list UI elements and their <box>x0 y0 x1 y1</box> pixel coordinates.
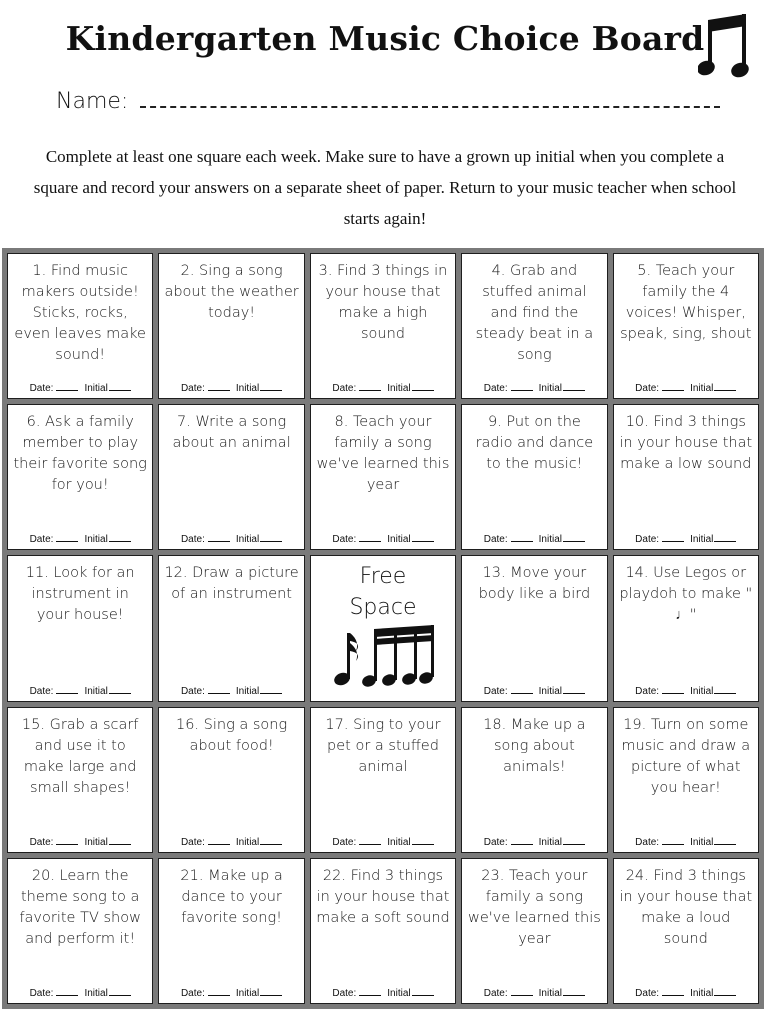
choice-square[interactable] <box>461 555 607 701</box>
initial-label: Initial <box>387 987 411 999</box>
initial-blank[interactable] <box>260 541 282 542</box>
initial-blank[interactable] <box>109 390 131 391</box>
date-initial-line[interactable] <box>613 988 759 999</box>
choice-text: 24. Find 3 things in your house that make a loud sound <box>619 867 753 947</box>
initial-label: Initial <box>84 987 108 999</box>
choice-text: 22. Find 3 things in your house that make a soft sound <box>316 867 450 926</box>
date-label: Date: <box>332 987 357 999</box>
initial-blank[interactable] <box>563 995 585 996</box>
date-blank[interactable] <box>208 541 230 542</box>
date-initial-line[interactable] <box>461 686 607 697</box>
date-initial-line[interactable] <box>7 837 153 848</box>
instructions-text: Complete at least one square each week. Make sure to have a grown up initial when you complete a square and record your answers on a separate sheet of paper. Return to your music teacher when school starts again! <box>33 147 737 228</box>
initial-label: Initial <box>538 987 563 999</box>
initial-blank[interactable] <box>563 844 585 845</box>
initial-blank[interactable] <box>714 995 736 996</box>
choice-square[interactable] <box>7 404 153 550</box>
date-initial-line[interactable] <box>461 534 607 545</box>
choice-text: 19. Turn on some music and draw a picture of what you hear! <box>621 716 751 796</box>
choice-square[interactable] <box>461 253 607 399</box>
date-label: Date: <box>29 383 54 395</box>
choice-text: 1. Find music makers outside! Sticks, rocks, even leaves make sound! <box>14 263 146 363</box>
choice-square[interactable] <box>158 707 304 853</box>
initial-blank[interactable] <box>412 390 434 391</box>
choice-text: 16. Sing a song about food! <box>175 716 288 754</box>
choice-square[interactable] <box>461 404 607 550</box>
initial-label: Initial <box>387 383 411 395</box>
date-blank[interactable] <box>662 541 684 542</box>
choice-text: 9. Put on the radio and dance to the music! <box>475 414 594 473</box>
choice-text: 4. Grab and stuffed animal and find the steady beat in a song <box>475 263 594 363</box>
choice-text: 10. Find 3 things in your house that make a low sound <box>619 414 753 473</box>
initial-label: Initial <box>538 534 563 546</box>
date-label: Date: <box>635 685 660 697</box>
date-initial-line[interactable] <box>310 534 456 545</box>
initial-label: Initial <box>84 383 108 395</box>
initial-label: Initial <box>84 836 108 848</box>
date-initial-line[interactable] <box>461 837 607 848</box>
date-label: Date: <box>29 836 54 848</box>
date-label: Date: <box>180 836 205 848</box>
date-label: Date: <box>29 685 54 697</box>
date-initial-line[interactable] <box>7 383 153 394</box>
date-blank[interactable] <box>511 693 533 694</box>
date-initial-line[interactable] <box>310 837 456 848</box>
free-space-label <box>310 561 456 623</box>
initial-label: Initial <box>387 836 411 848</box>
date-initial-line[interactable] <box>158 837 304 848</box>
choice-text: 12. Draw a picture of an instrument <box>164 565 299 603</box>
choice-text: 2. Sing a song about the weather today! <box>164 263 299 321</box>
choice-square[interactable] <box>613 404 759 550</box>
date-initial-line[interactable] <box>613 837 759 848</box>
initial-label: Initial <box>84 534 108 546</box>
date-blank[interactable] <box>511 844 533 845</box>
choice-text: 5. Teach your family the 4 voices! Whisper, speak, sing, shout <box>620 263 752 342</box>
name-blank-line[interactable] <box>140 106 720 108</box>
date-label: Date: <box>29 534 54 546</box>
free-space-cell[interactable] <box>310 555 456 701</box>
date-initial-line[interactable] <box>461 988 607 999</box>
date-label: Date: <box>180 685 205 697</box>
free-space-line1: Free <box>359 564 407 590</box>
choice-square[interactable] <box>461 858 607 1004</box>
date-label: Date: <box>29 987 54 999</box>
choice-square[interactable] <box>613 858 759 1004</box>
date-label: Date: <box>332 836 357 848</box>
date-label: Date: <box>483 383 508 395</box>
date-initial-line[interactable] <box>310 383 456 394</box>
date-blank[interactable] <box>56 995 78 996</box>
choice-text: 11. Look for an instrument in your house! <box>25 565 135 624</box>
date-blank[interactable] <box>208 390 230 391</box>
choice-square[interactable] <box>613 253 759 399</box>
date-blank[interactable] <box>511 541 533 542</box>
date-blank[interactable] <box>511 995 533 996</box>
initial-blank[interactable] <box>412 844 434 845</box>
choice-text: 15. Grab a scarf and use it to make large and small shapes! <box>21 716 139 796</box>
choice-square[interactable] <box>7 555 153 701</box>
choice-text: 3. Find 3 things in your house that make a high sound <box>318 263 448 342</box>
initial-blank[interactable] <box>714 390 736 391</box>
date-blank[interactable] <box>662 995 684 996</box>
date-blank[interactable] <box>208 844 230 845</box>
beamed-eighth-notes-icon <box>698 14 754 82</box>
initial-blank[interactable] <box>109 995 131 996</box>
date-label: Date: <box>635 987 660 999</box>
choice-text: 18. Make up a song about animals! <box>483 716 586 775</box>
date-blank[interactable] <box>56 390 78 391</box>
date-label: Date: <box>180 534 205 546</box>
date-blank[interactable] <box>511 390 533 391</box>
choice-square[interactable] <box>310 858 456 1004</box>
date-blank[interactable] <box>359 844 381 845</box>
initial-blank[interactable] <box>714 693 736 694</box>
date-label: Date: <box>635 383 660 395</box>
date-label: Date: <box>635 534 660 546</box>
initial-label: Initial <box>235 383 260 395</box>
date-blank[interactable] <box>359 541 381 542</box>
initial-label: Initial <box>690 987 714 999</box>
date-initial-line[interactable] <box>7 988 153 999</box>
free-space-line2: Space <box>349 595 417 621</box>
date-initial-line[interactable] <box>310 988 456 999</box>
date-blank[interactable] <box>208 693 230 694</box>
initial-label: Initial <box>538 685 563 697</box>
date-label: Date: <box>180 383 205 395</box>
date-blank[interactable] <box>359 390 381 391</box>
choice-square[interactable] <box>7 253 153 399</box>
initial-label: Initial <box>690 836 714 848</box>
initial-blank[interactable] <box>563 693 585 694</box>
page-title: Kindergarten Music Choice Board <box>65 19 705 58</box>
initial-label: Initial <box>235 836 260 848</box>
choice-square[interactable] <box>310 253 456 399</box>
choice-text: 17. Sing to your pet or a stuffed animal <box>325 716 441 775</box>
choice-text: 14. Use Legos or playdoh to make " ♩" <box>619 565 753 624</box>
date-initial-line[interactable] <box>7 686 153 697</box>
choice-text: 20. Learn the theme song to a favorite TV show and perform it! <box>19 867 141 947</box>
date-initial-line[interactable] <box>461 383 607 394</box>
initial-blank[interactable] <box>260 844 282 845</box>
date-label: Date: <box>483 534 508 546</box>
initial-blank[interactable] <box>714 844 736 845</box>
initial-label: Initial <box>235 987 260 999</box>
initial-label: Initial <box>690 685 714 697</box>
date-label: Date: <box>180 987 205 999</box>
choice-square[interactable] <box>613 555 759 701</box>
date-initial-line[interactable] <box>158 383 304 394</box>
choice-text: 21. Make up a dance to your favorite song! <box>180 867 283 926</box>
choice-text: 8. Teach your family a song we've learned this year <box>316 414 450 494</box>
choice-square[interactable] <box>461 707 607 853</box>
date-initial-line[interactable] <box>158 534 304 545</box>
date-initial-line[interactable] <box>158 686 304 697</box>
choice-text: 7. Write a song about an animal <box>172 414 291 452</box>
initial-label: Initial <box>84 685 108 697</box>
date-blank[interactable] <box>359 995 381 996</box>
date-initial-line[interactable] <box>613 534 759 545</box>
initial-blank[interactable] <box>563 390 585 391</box>
date-blank[interactable] <box>56 693 78 694</box>
date-blank[interactable] <box>662 693 684 694</box>
date-blank[interactable] <box>662 390 684 391</box>
choice-square[interactable] <box>613 707 759 853</box>
initial-label: Initial <box>538 383 563 395</box>
choice-square[interactable] <box>310 707 456 853</box>
date-label: Date: <box>332 534 357 546</box>
date-initial-line[interactable] <box>7 534 153 545</box>
initial-blank[interactable] <box>109 693 131 694</box>
initial-label: Initial <box>690 383 714 395</box>
choice-square[interactable] <box>158 858 304 1004</box>
initial-blank[interactable] <box>260 693 282 694</box>
date-blank[interactable] <box>56 541 78 542</box>
initial-label: Initial <box>235 534 260 546</box>
choice-text: 13. Move your body like a bird <box>478 565 591 603</box>
date-label: Date: <box>332 383 357 395</box>
initial-label: Initial <box>235 685 260 697</box>
initial-blank[interactable] <box>563 541 585 542</box>
music-notes-icon <box>330 625 440 689</box>
initial-label: Initial <box>538 836 563 848</box>
date-blank[interactable] <box>662 844 684 845</box>
initial-label: Initial <box>690 534 714 546</box>
name-label: Name: <box>56 89 129 114</box>
choice-text: 6. Ask a family member to play their favorite song for you! <box>13 414 147 494</box>
choice-square[interactable] <box>7 707 153 853</box>
choice-square[interactable] <box>310 404 456 550</box>
choice-square[interactable] <box>158 555 304 701</box>
date-label: Date: <box>483 836 508 848</box>
date-blank[interactable] <box>56 844 78 845</box>
choice-square[interactable] <box>7 858 153 1004</box>
date-blank[interactable] <box>208 995 230 996</box>
initial-blank[interactable] <box>412 995 434 996</box>
initial-blank[interactable] <box>412 541 434 542</box>
date-initial-line[interactable] <box>158 988 304 999</box>
initial-blank[interactable] <box>109 541 131 542</box>
date-initial-line[interactable] <box>613 383 759 394</box>
choice-square[interactable] <box>158 253 304 399</box>
date-initial-line[interactable] <box>613 686 759 697</box>
choice-grid <box>2 248 764 1009</box>
name-field[interactable] <box>56 82 720 114</box>
initial-blank[interactable] <box>260 390 282 391</box>
initial-label: Initial <box>387 534 411 546</box>
date-label: Date: <box>483 987 508 999</box>
date-label: Date: <box>483 685 508 697</box>
choice-text: 23. Teach your family a song we've learned this year <box>467 867 601 947</box>
initial-blank[interactable] <box>714 541 736 542</box>
date-label: Date: <box>635 836 660 848</box>
initial-blank[interactable] <box>109 844 131 845</box>
initial-blank[interactable] <box>260 995 282 996</box>
choice-square[interactable] <box>158 404 304 550</box>
